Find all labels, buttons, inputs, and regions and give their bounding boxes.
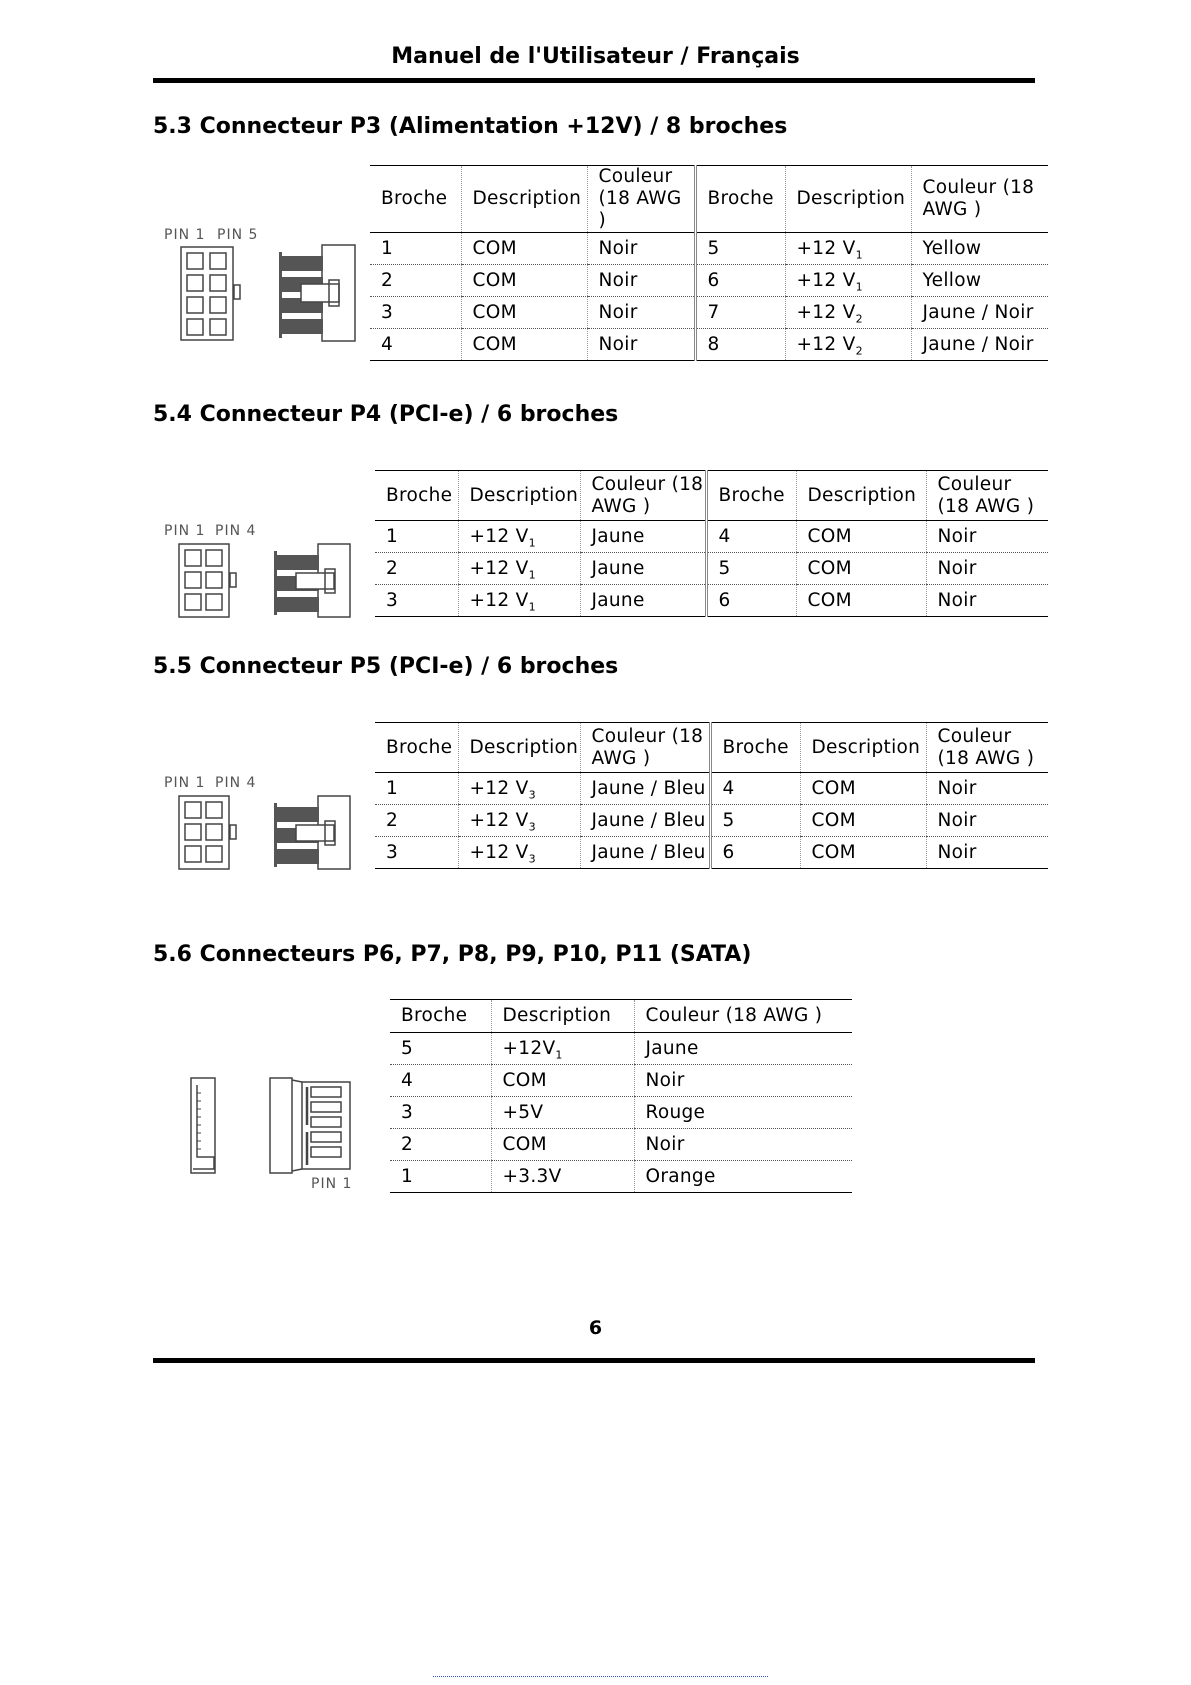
cell-broche: 1 (390, 1161, 491, 1193)
cell-broche: 7 (695, 297, 785, 329)
table-header-row (370, 166, 1048, 233)
cell-broche: 8 (695, 329, 785, 361)
cell-couleur: Jaune / Bleu (580, 773, 710, 805)
table-row (390, 1129, 852, 1161)
cell-broche: 1 (375, 521, 458, 553)
table-row (375, 521, 1048, 553)
cell-broche: 1 (375, 773, 458, 805)
cell-couleur: Jaune / Noir (911, 329, 1048, 361)
cell-description: +12 $V_3$ (458, 805, 580, 837)
cell-description: COM (800, 805, 926, 837)
cell-couleur: Noir (587, 265, 695, 297)
pin1-label: PIN 1 (164, 775, 206, 791)
p4-connector-side-diagram (272, 543, 352, 619)
table-row (390, 1065, 852, 1097)
cell-couleur: Jaune / Bleu (580, 837, 710, 869)
table-row (375, 805, 1048, 837)
pin1-label: PIN 1 (311, 1176, 353, 1192)
bottom-link-underline (433, 1676, 768, 1677)
table-row (390, 1097, 852, 1129)
table-row (375, 837, 1048, 869)
cell-couleur: Noir (587, 297, 695, 329)
pin1-label: PIN 1 (164, 523, 206, 539)
col-header-couleur: Couleur (18 AWG ) (580, 723, 710, 773)
table-row (370, 329, 1048, 361)
cell-couleur: Jaune (580, 521, 706, 553)
cell-description: +12 $V_1$ (458, 553, 580, 585)
cell-description: COM (800, 837, 926, 869)
footer-rule (153, 1358, 1035, 1363)
page-header-title: Manuel de l'Utilisateur / Français (391, 44, 800, 69)
cell-couleur: Jaune (580, 585, 706, 617)
cell-broche: 5 (390, 1033, 491, 1065)
cell-description: +3.3V (491, 1161, 634, 1193)
cell-broche: 4 (710, 773, 800, 805)
cell-couleur: Yellow (911, 265, 1048, 297)
col-header-couleur: Couleur (18 AWG ) (926, 471, 1048, 521)
section-heading-p4: 5.4 Connecteur P4 (PCI-e) / 6 broches (153, 402, 619, 427)
table-row (390, 1161, 852, 1193)
cell-couleur: Rouge (634, 1097, 852, 1129)
cell-couleur: Noir (634, 1129, 852, 1161)
cell-couleur: Noir (926, 585, 1048, 617)
col-header-couleur: Couleur (18 AWG ) (587, 166, 695, 233)
cell-broche: 2 (375, 553, 458, 585)
cell-couleur: Noir (587, 233, 695, 265)
table-row (370, 265, 1048, 297)
cell-broche: 4 (706, 521, 796, 553)
cell-broche: 3 (390, 1097, 491, 1129)
col-header-description: Description (461, 166, 587, 233)
cell-description: +5V (491, 1097, 634, 1129)
cell-broche: 4 (370, 329, 461, 361)
cell-broche: 6 (706, 585, 796, 617)
sata-connector-side-diagram (269, 1077, 353, 1175)
sata-connector-front-diagram (190, 1077, 218, 1175)
cell-couleur: Noir (587, 329, 695, 361)
cell-description: COM (491, 1065, 634, 1097)
cell-couleur: Jaune / Noir (911, 297, 1048, 329)
cell-description: +12 $V_2$ (785, 329, 911, 361)
cell-couleur: Noir (926, 773, 1048, 805)
col-header-broche: Broche (375, 723, 458, 773)
col-header-description: Description (491, 1000, 634, 1033)
cell-broche: 5 (710, 805, 800, 837)
col-header-broche: Broche (706, 471, 796, 521)
col-header-broche: Broche (370, 166, 461, 233)
cell-description: +12 $V_3$ (458, 773, 580, 805)
cell-description: $+12V_1$ (491, 1033, 634, 1065)
pin4-label: PIN 4 (215, 775, 257, 791)
cell-description: +12 $V_1$ (458, 521, 580, 553)
p3-connector-front-diagram (180, 246, 242, 342)
cell-description: COM (796, 553, 926, 585)
cell-couleur: Jaune / Bleu (580, 805, 710, 837)
col-header-description: Description (796, 471, 926, 521)
table-row (370, 233, 1048, 265)
cell-description: COM (800, 773, 926, 805)
cell-description: +12 $V_1$ (785, 233, 911, 265)
cell-description: COM (461, 233, 587, 265)
sata-pinout-table (390, 999, 852, 1193)
p3-connector-side-diagram (277, 244, 357, 342)
col-header-description: Description (458, 471, 580, 521)
cell-broche: 3 (375, 585, 458, 617)
cell-description: COM (796, 521, 926, 553)
p4-pinout-table (375, 470, 1048, 617)
cell-couleur: Noir (634, 1065, 852, 1097)
cell-couleur: Noir (926, 553, 1048, 585)
table-row (375, 553, 1048, 585)
table-header-row (390, 1000, 852, 1033)
table-header-row (375, 723, 1048, 773)
cell-broche: 4 (390, 1065, 491, 1097)
table-row (375, 585, 1048, 617)
cell-couleur: Orange (634, 1161, 852, 1193)
col-header-broche: Broche (695, 166, 785, 233)
cell-broche: 1 (370, 233, 461, 265)
header-rule (153, 78, 1035, 83)
cell-couleur: Yellow (911, 233, 1048, 265)
p4-connector-front-diagram (178, 543, 242, 619)
p3-pinout-table (370, 165, 1048, 361)
cell-broche: 6 (710, 837, 800, 869)
col-header-couleur: Couleur (18 AWG ) (926, 723, 1048, 773)
cell-description: COM (491, 1129, 634, 1161)
cell-description: +12 $V_1$ (785, 265, 911, 297)
p5-connector-front-diagram (178, 795, 242, 871)
cell-couleur: Jaune (580, 553, 706, 585)
table-row (370, 297, 1048, 329)
cell-description: COM (461, 265, 587, 297)
section-heading-p5: 5.5 Connecteur P5 (PCI-e) / 6 broches (153, 654, 619, 679)
p5-connector-side-diagram (272, 795, 352, 871)
cell-broche: 5 (695, 233, 785, 265)
cell-description: +12 $V_2$ (785, 297, 911, 329)
cell-broche: 2 (370, 265, 461, 297)
col-header-broche: Broche (375, 471, 458, 521)
table-header-row (375, 471, 1048, 521)
cell-broche: 2 (375, 805, 458, 837)
section-heading-p3: 5.3 Connecteur P3 (Alimentation +12V) / 8 broches (153, 114, 788, 139)
p5-pinout-table (375, 722, 1048, 869)
pin5-label: PIN 5 (217, 227, 259, 243)
cell-couleur: Noir (926, 521, 1048, 553)
table-row (375, 773, 1048, 805)
cell-description: COM (461, 297, 587, 329)
col-header-couleur: Couleur (18 AWG ) (911, 166, 1048, 233)
page-number: 6 (588, 1317, 603, 1339)
col-header-broche: Broche (390, 1000, 491, 1033)
cell-couleur: Jaune (634, 1033, 852, 1065)
cell-broche: 3 (375, 837, 458, 869)
cell-description: COM (461, 329, 587, 361)
cell-broche: 2 (390, 1129, 491, 1161)
cell-description: +12 $V_3$ (458, 837, 580, 869)
cell-description: COM (796, 585, 926, 617)
cell-couleur: Noir (926, 837, 1048, 869)
col-header-broche: Broche (710, 723, 800, 773)
section-heading-sata: 5.6 Connecteurs P6, P7, P8, P9, P10, P11 (SATA) (153, 942, 752, 967)
col-header-description: Description (800, 723, 926, 773)
col-header-couleur: Couleur (18 AWG ) (634, 1000, 852, 1033)
cell-broche: 6 (695, 265, 785, 297)
cell-broche: 5 (706, 553, 796, 585)
cell-broche: 3 (370, 297, 461, 329)
pin1-label: PIN 1 (164, 227, 206, 243)
table-row (390, 1033, 852, 1065)
col-header-description: Description (785, 166, 911, 233)
col-header-description: Description (458, 723, 580, 773)
pin4-label: PIN 4 (215, 523, 257, 539)
col-header-couleur: Couleur (18 AWG ) (580, 471, 706, 521)
cell-description: +12 $V_1$ (458, 585, 580, 617)
cell-couleur: Noir (926, 805, 1048, 837)
